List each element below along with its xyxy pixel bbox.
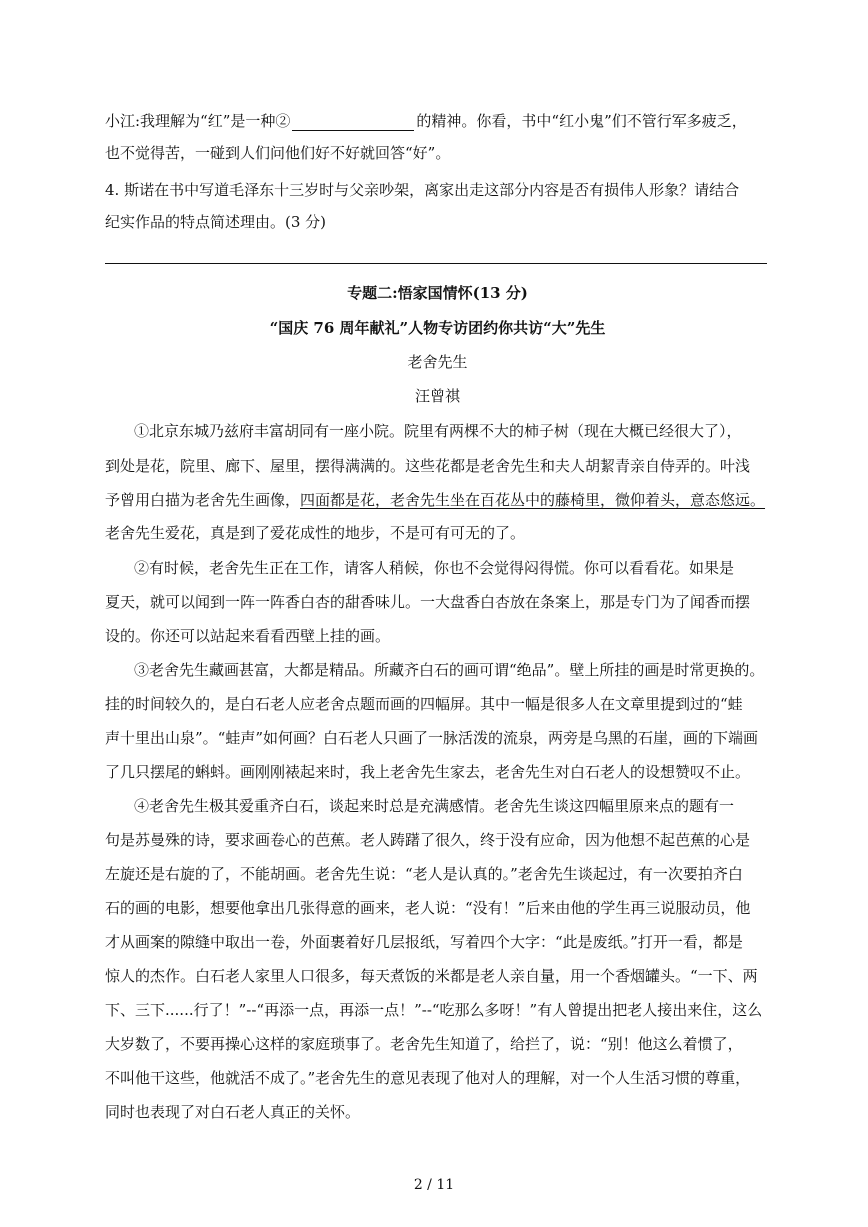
answer-blank[interactable] bbox=[292, 113, 414, 131]
paragraph-4-line-6: 惊人的杰作。白石老人家里人口很多，每天煮饭的米都是老人亲自量，用一个香烟罐头。“一下、两 bbox=[105, 967, 758, 985]
paragraph-4-line-4: 石的画的电影，想要他拿出几张得意的画来，老人说：“没有！”后来由他的学生再三说服动员，他 bbox=[105, 899, 751, 917]
paragraph-1-line-2: 到处是花，院里、廊下、屋里，摆得满满的。这些花都是老舍先生和夫人胡絜青亲自侍弄的。叶浅 bbox=[105, 457, 751, 475]
answer-line-1 bbox=[105, 111, 770, 131]
answer-text-cont: 的精神。你看，书中“红小鬼”们不管行军多疲乏， bbox=[416, 112, 747, 130]
paragraph-4-line-10: 同时也表现了对白石老人真正的关怀。 bbox=[105, 1103, 361, 1121]
question-4-line-1: 4. 斯诺在书中写道毛泽东十三岁时与父亲吵架，离家出走这部分内容是否有损伟人形象？请结合 bbox=[105, 181, 740, 199]
question-4-line-2: 纪实作品的特点简述理由。(3 分) bbox=[105, 213, 327, 231]
paragraph-1-line-4: 老舍先生爱花，真是到了爱花成性的地步，不是可有可无的了。 bbox=[105, 524, 526, 542]
answer-text: 小江:我理解为“红”是一种 bbox=[105, 112, 276, 130]
section-heading: 专题二:悟家国情怀(13 分) bbox=[347, 284, 528, 302]
paragraph-3-line-3: 声十里出山泉”。“蛙声”如何画？白石老人只画了一脉活泼的流泉，两旁是乌黑的石崖，画的下端画 bbox=[105, 729, 759, 747]
paragraph-1-line-3 bbox=[105, 490, 770, 510]
paragraph-2-line-2: 夏天，就可以闻到一阵一阵香白杏的甜香味儿。一大盘香白杏放在条案上，那是专门为了闻香而摆 bbox=[105, 593, 751, 611]
paragraph-4-line-5: 才从画案的隙缝中取出一卷，外面裹着好几层报纸，写着四个大字：“此是废纸。”打开一看，都是 bbox=[105, 933, 743, 951]
section-subheading: “国庆 76 周年献礼”人物专访团约你共访“大”先生 bbox=[269, 319, 606, 337]
divider-line bbox=[105, 263, 767, 264]
page-number: 2 / 11 bbox=[413, 1177, 455, 1193]
paragraph-4-line-2: 句是苏曼殊的诗，要求画卷心的芭蕉。老人踌躇了很久，终于没有应命，因为他想不起芭蕉的心是 bbox=[105, 831, 751, 849]
paragraph-4-line-1: ④老舍先生极其爱重齐白石，谈起来时总是充满感情。老舍先生谈这四幅里原来点的题有一 bbox=[134, 797, 735, 815]
paragraph-4-line-7: 下、三下......行了！”--“再添一点，再添一点！”--“吃那么多呀！”有人曾提出把老人接出来住，这么 bbox=[105, 1001, 763, 1019]
paragraph-4-line-8: 大岁数了，不要再操心这样的家庭琐事了。老舍先生知道了，给拦了，说：“别！他这么着惯了， bbox=[105, 1035, 743, 1053]
underlined-sentence: 四面都是花，老舍先生坐在百花丛中的藤椅里，微仰着头，意态悠远。 bbox=[300, 491, 766, 509]
paragraph-2-line-3: 设的。你还可以站起来看看西壁上挂的画。 bbox=[105, 627, 391, 645]
article-author: 汪曾祺 bbox=[414, 387, 460, 405]
paragraph-1-line-1: ①北京东城乃兹府丰富胡同有一座小院。院里有两棵不大的柿子树（现在大概已经很大了）， bbox=[134, 422, 742, 440]
answer-line-2: 也不觉得苦，一碰到人们问他们好不好就回答“好”。 bbox=[105, 144, 451, 162]
article-title: 老舍先生 bbox=[407, 353, 468, 371]
paragraph-3-line-2: 挂的时间较久的，是白石老人应老舍点题而画的四幅屏。其中一幅是很多人在文章里提到过的“蛙 bbox=[105, 695, 743, 713]
paragraph-1-text: 予曾用白描为老舍先生画像， bbox=[105, 491, 301, 509]
paragraph-2-line-1: ②有时候，老舍先生正在工作，请客人稍候，你也不会觉得闷得慌。你可以看看花。如果是 bbox=[134, 559, 735, 577]
paragraph-4-line-3: 左旋还是右旋的了，不能胡画。老舍先生说：“老人是认真的。”老舍先生谈起过，有一次要拍齐白 bbox=[105, 865, 743, 883]
paragraph-3-line-4: 了几只摆尾的蝌蚪。画刚刚裱起来时，我上老舍先生家去，老舍先生对白石老人的设想赞叹不止。 bbox=[105, 763, 751, 781]
paragraph-3-line-1: ③老舍先生藏画甚富，大都是精品。所藏齐白石的画可谓“绝品”。壁上所挂的画是时常更换的。 bbox=[134, 661, 765, 679]
blank-marker: ② bbox=[275, 112, 291, 130]
paragraph-4-line-9: 不叫他干这些，他就活不成了。”老舍先生的意见表现了他对人的理解，对一个人生活习惯的尊重， bbox=[105, 1069, 751, 1087]
